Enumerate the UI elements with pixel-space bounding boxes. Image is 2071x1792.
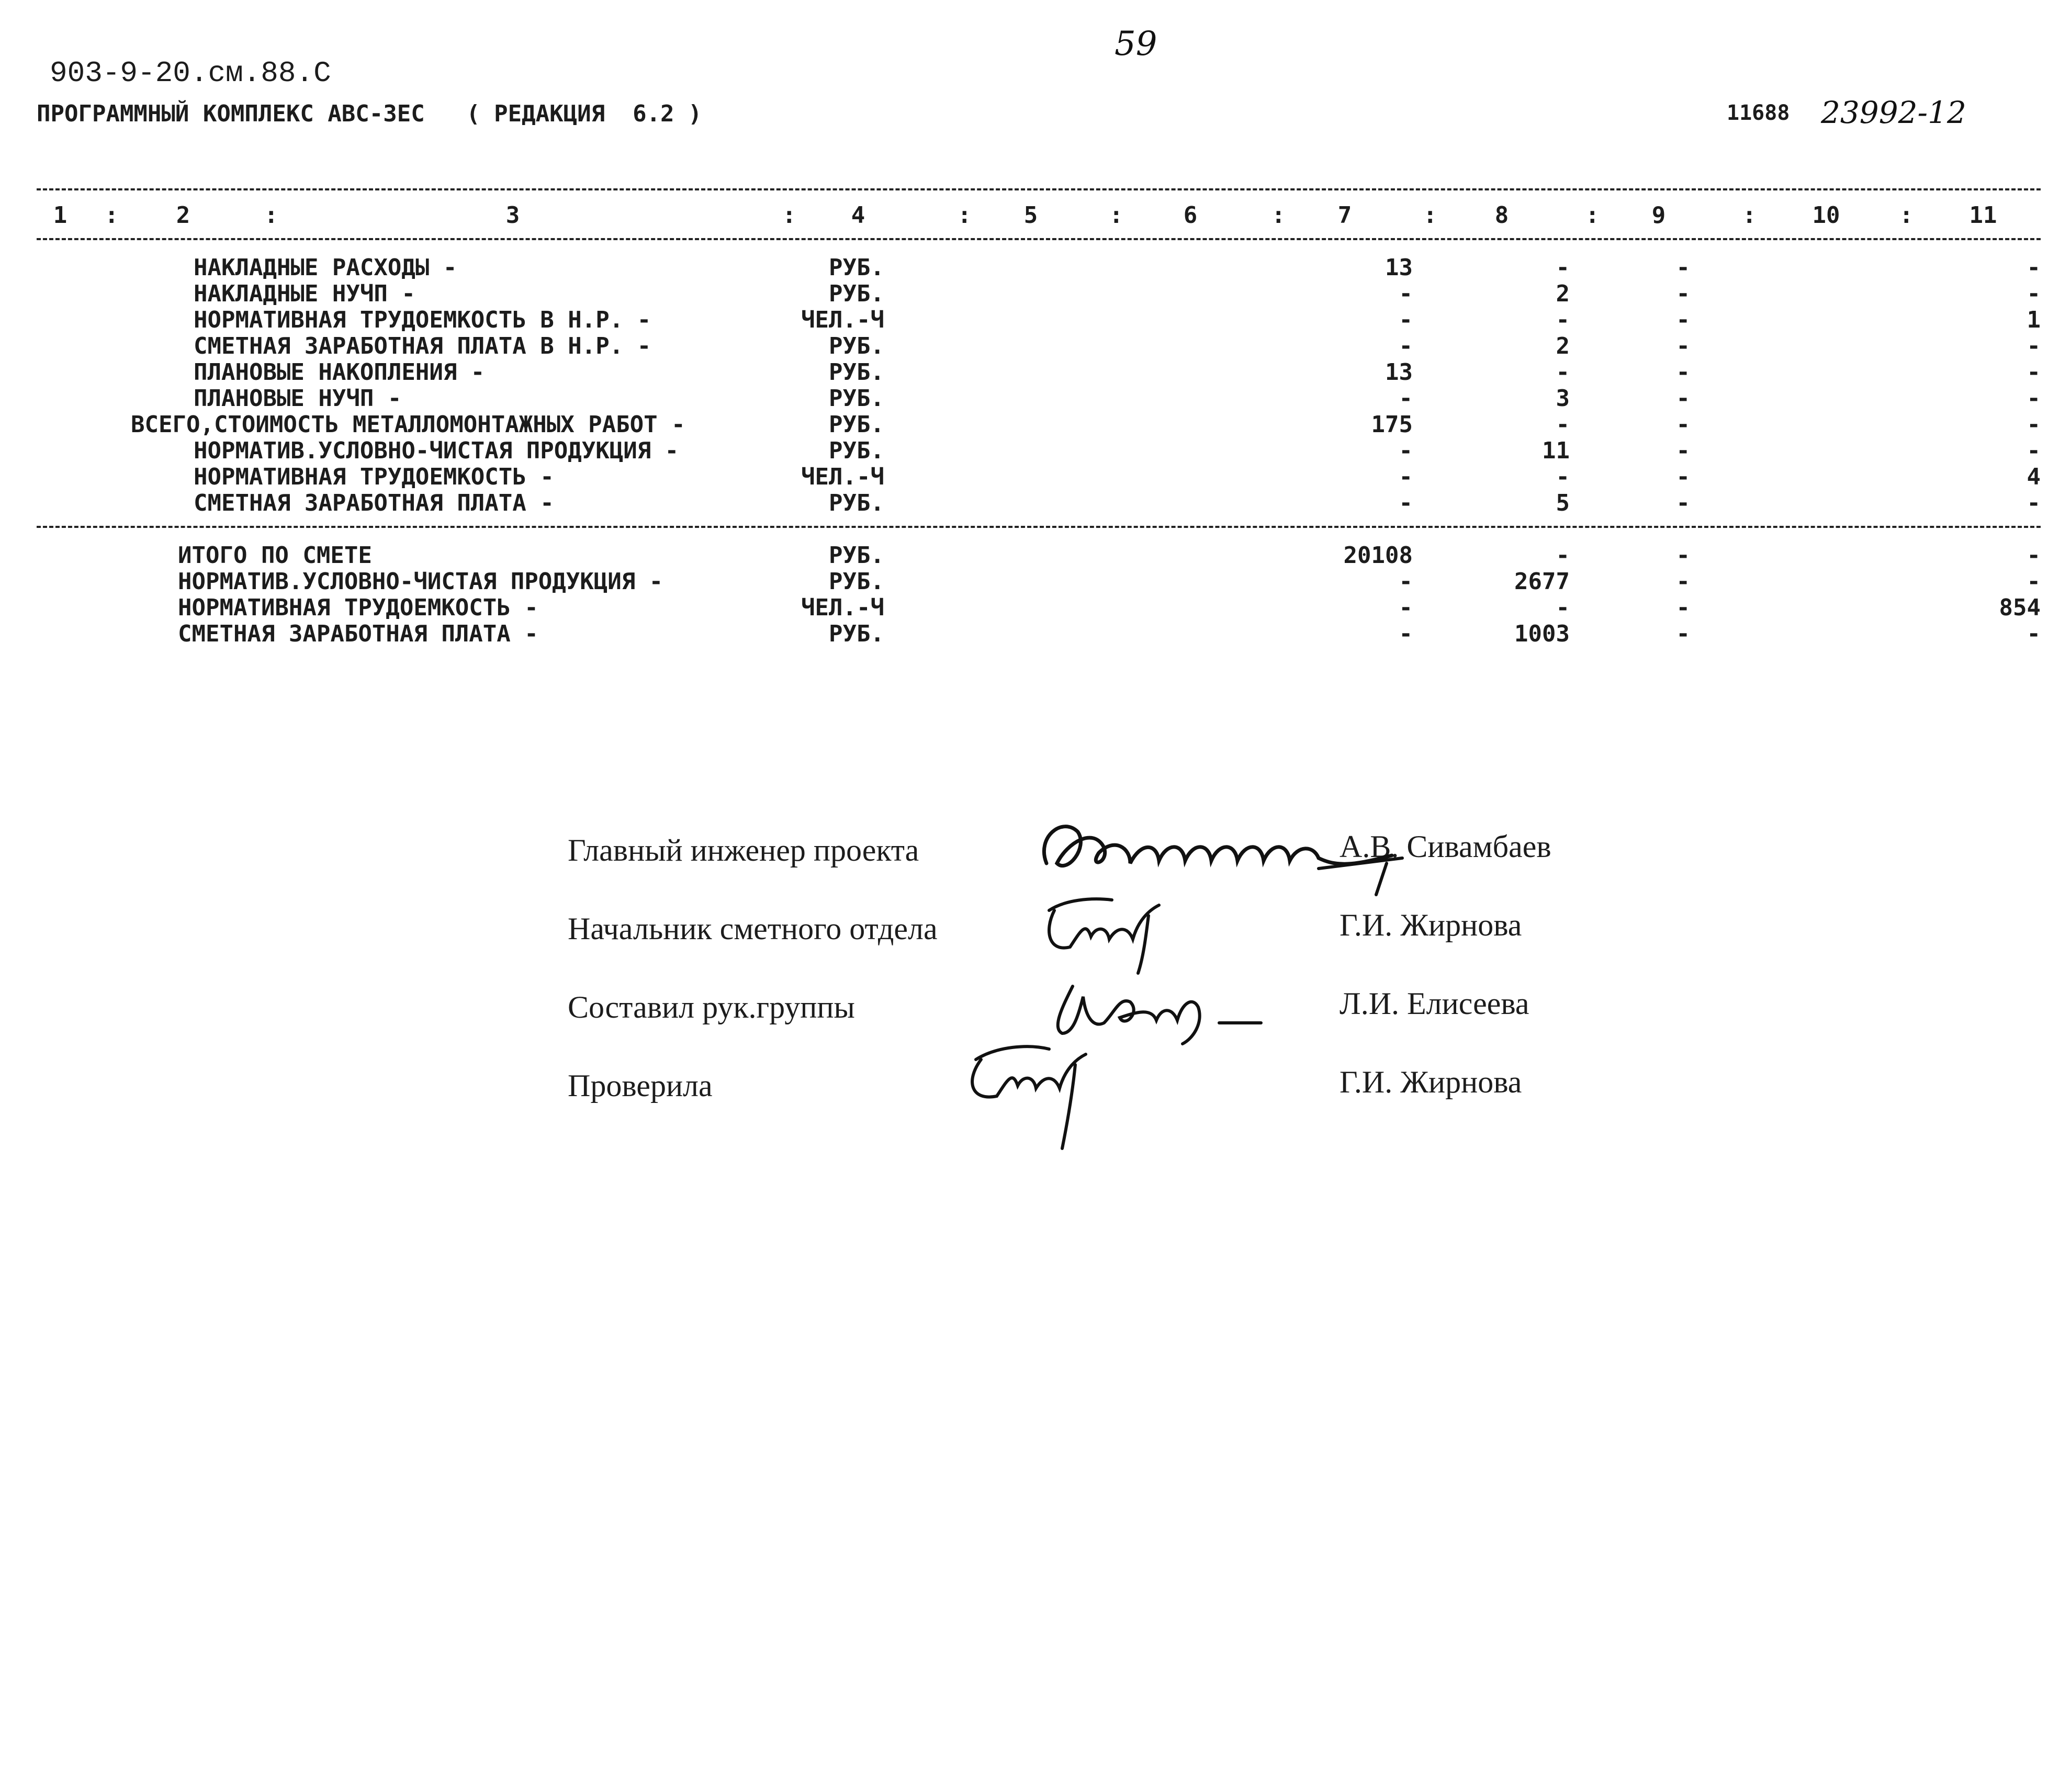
row-label: НОРМАТИВНАЯ ТРУДОЕМКОСТЬ - bbox=[178, 594, 538, 621]
cell-c11: - bbox=[2027, 280, 2041, 307]
row-unit: РУБ. bbox=[829, 437, 884, 464]
table-header-rule bbox=[37, 238, 2041, 240]
column-header: 7 bbox=[1337, 202, 1352, 229]
cell-c8: - bbox=[1556, 464, 1570, 490]
cell-c7: - bbox=[1399, 490, 1413, 516]
row-unit: РУБ. bbox=[829, 385, 884, 412]
row-label: НАКЛАДНЫЕ НУЧП - bbox=[194, 280, 415, 307]
cell-c9: - bbox=[1676, 411, 1690, 438]
column-header: 2 bbox=[176, 202, 190, 229]
row-unit: РУБ. bbox=[829, 568, 884, 595]
signature-name: А.В. Сивамбаев bbox=[1340, 829, 1551, 864]
signature-role: Главный инженер проекта bbox=[568, 833, 919, 867]
column-header: 6 bbox=[1183, 202, 1198, 229]
row-unit: РУБ. bbox=[829, 411, 884, 438]
row-unit: ЧЕЛ.-Ч bbox=[801, 594, 884, 621]
cell-c8: 5 bbox=[1556, 490, 1570, 516]
cell-c11: 4 bbox=[2027, 464, 2041, 490]
printed-document-number: 11688 bbox=[1727, 101, 1790, 125]
cell-c7: - bbox=[1399, 307, 1413, 333]
row-label: НОРМАТИВ.УСЛОВНО-ЧИСТАЯ ПРОДУКЦИЯ - bbox=[178, 568, 663, 595]
cell-c8: 2 bbox=[1556, 280, 1570, 307]
table-top-rule bbox=[37, 188, 2041, 190]
cell-c9: - bbox=[1676, 568, 1690, 595]
cell-c8: 2 bbox=[1556, 333, 1570, 359]
row-unit: ЧЕЛ.-Ч bbox=[801, 464, 884, 490]
cell-c11: - bbox=[2027, 568, 2041, 595]
column-header: 8 bbox=[1494, 202, 1509, 229]
cell-c8: 3 bbox=[1556, 385, 1570, 412]
cell-c7: - bbox=[1399, 568, 1413, 595]
cell-c11: - bbox=[2027, 542, 2041, 569]
cell-c9: - bbox=[1676, 621, 1690, 647]
cell-c11: - bbox=[2027, 385, 2041, 412]
signature-role: Проверила bbox=[568, 1068, 713, 1103]
cell-c7: - bbox=[1399, 333, 1413, 359]
cell-c8: - bbox=[1556, 411, 1570, 438]
row-unit: РУБ. bbox=[829, 542, 884, 569]
cell-c11: - bbox=[2027, 490, 2041, 516]
cell-c8: - bbox=[1556, 542, 1570, 569]
cell-c7: - bbox=[1399, 464, 1413, 490]
table-totals-rule bbox=[37, 526, 2041, 528]
cell-c11: - bbox=[2027, 359, 2041, 386]
cell-c11: - bbox=[2027, 437, 2041, 464]
cell-c8: - bbox=[1556, 359, 1570, 386]
handwritten-document-number: 23992-12 bbox=[1821, 95, 1966, 130]
cell-c7: 175 bbox=[1371, 411, 1413, 438]
row-label: СМЕТНАЯ ЗАРАБОТНАЯ ПЛАТА В Н.Р. - bbox=[194, 333, 651, 359]
cell-c9: - bbox=[1676, 464, 1690, 490]
row-unit: РУБ. bbox=[829, 359, 884, 386]
cell-c7: - bbox=[1399, 385, 1413, 412]
row-label: СМЕТНАЯ ЗАРАБОТНАЯ ПЛАТА - bbox=[178, 621, 538, 647]
cell-c7: - bbox=[1399, 594, 1413, 621]
row-label: ПЛАНОВЫЕ НУЧП - bbox=[194, 385, 402, 412]
column-header: 1 bbox=[53, 202, 67, 229]
cell-c11: - bbox=[2027, 254, 2041, 281]
cell-c11: - bbox=[2027, 333, 2041, 359]
cell-c9: - bbox=[1676, 542, 1690, 569]
signature-name: Г.И. Жирнова bbox=[1340, 1065, 1522, 1099]
row-unit: ЧЕЛ.-Ч bbox=[801, 307, 884, 333]
signature-name: Л.И. Елисеева bbox=[1340, 986, 1529, 1021]
cell-c7: - bbox=[1399, 437, 1413, 464]
cell-c8: - bbox=[1556, 254, 1570, 281]
row-label: НОРМАТИВНАЯ ТРУДОЕМКОСТЬ - bbox=[194, 464, 554, 490]
column-header: 4 bbox=[851, 202, 865, 229]
page-number: 59 bbox=[1115, 25, 1157, 63]
cell-c11: 854 bbox=[1999, 594, 2041, 621]
cell-c8: 1003 bbox=[1514, 621, 1570, 647]
cell-c11: 1 bbox=[2027, 307, 2041, 333]
column-header: 3 bbox=[505, 202, 520, 229]
cell-c7: - bbox=[1399, 621, 1413, 647]
row-unit: РУБ. bbox=[829, 254, 884, 281]
signature-role: Начальник сметного отдела bbox=[568, 911, 938, 946]
column-header: 11 bbox=[1969, 202, 1997, 229]
cell-c8: 2677 bbox=[1514, 568, 1570, 595]
cell-c8: 11 bbox=[1542, 437, 1570, 464]
row-unit: РУБ. bbox=[829, 280, 884, 307]
column-header: 9 bbox=[1651, 202, 1666, 229]
cell-c9: - bbox=[1676, 280, 1690, 307]
row-label: ИТОГО ПО СМЕТЕ bbox=[178, 542, 372, 569]
column-header: 5 bbox=[1023, 202, 1038, 229]
signature-checker bbox=[955, 1039, 1122, 1154]
cell-c7: - bbox=[1399, 280, 1413, 307]
row-label: НОРМАТИВНАЯ ТРУДОЕМКОСТЬ В Н.Р. - bbox=[194, 307, 651, 333]
cell-c9: - bbox=[1676, 490, 1690, 516]
row-label: ПЛАНОВЫЕ НАКОПЛЕНИЯ - bbox=[194, 359, 485, 386]
cell-c9: - bbox=[1676, 594, 1690, 621]
program-title: ПРОГРАММНЫЙ КОМПЛЕКС АВС-3ЕС ( РЕДАКЦИЯ 6.2 ) bbox=[37, 100, 702, 127]
document-code: 903-9-20.см.88.С bbox=[50, 57, 331, 90]
cell-c9: - bbox=[1676, 437, 1690, 464]
signature-name: Г.И. Жирнова bbox=[1340, 908, 1522, 942]
cell-c8: - bbox=[1556, 307, 1570, 333]
row-unit: РУБ. bbox=[829, 333, 884, 359]
row-label: ВСЕГО,СТОИМОСТЬ МЕТАЛЛОМОНТАЖНЫХ РАБОТ - bbox=[131, 411, 685, 438]
row-unit: РУБ. bbox=[829, 621, 884, 647]
cell-c9: - bbox=[1676, 333, 1690, 359]
row-unit: РУБ. bbox=[829, 490, 884, 516]
signature-role: Составил рук.группы bbox=[568, 990, 855, 1024]
cell-c9: - bbox=[1676, 359, 1690, 386]
row-label: НОРМАТИВ.УСЛОВНО-ЧИСТАЯ ПРОДУКЦИЯ - bbox=[194, 437, 679, 464]
cell-c9: - bbox=[1676, 385, 1690, 412]
cell-c11: - bbox=[2027, 621, 2041, 647]
cell-c9: - bbox=[1676, 307, 1690, 333]
row-label: НАКЛАДНЫЕ РАСХОДЫ - bbox=[194, 254, 457, 281]
cell-c7: 13 bbox=[1385, 254, 1413, 281]
cell-c9: - bbox=[1676, 254, 1690, 281]
row-label: СМЕТНАЯ ЗАРАБОТНАЯ ПЛАТА - bbox=[194, 490, 554, 516]
cell-c7: 20108 bbox=[1343, 542, 1413, 569]
cell-c7: 13 bbox=[1385, 359, 1413, 386]
column-header: 10 bbox=[1812, 202, 1840, 229]
cell-c8: - bbox=[1556, 594, 1570, 621]
cell-c11: - bbox=[2027, 411, 2041, 438]
